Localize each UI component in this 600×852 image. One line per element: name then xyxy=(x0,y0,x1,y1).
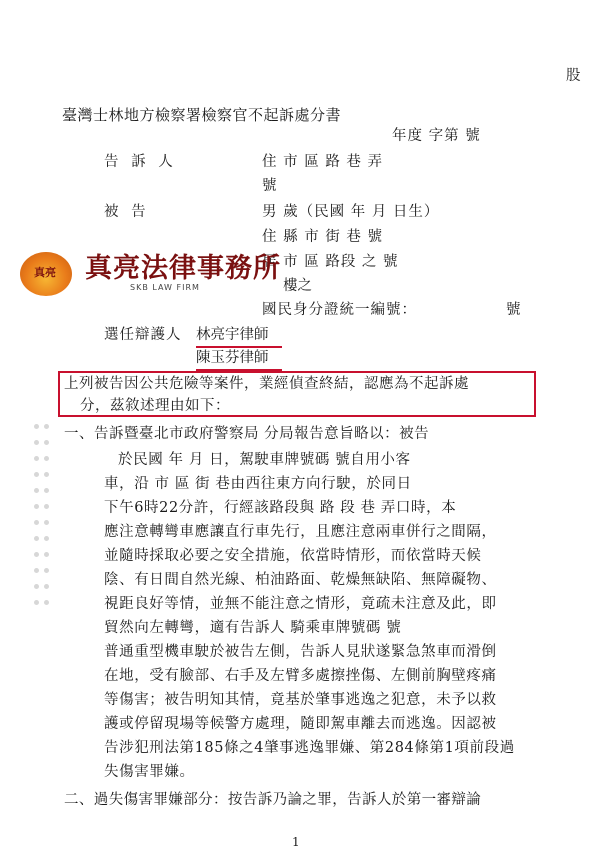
logo-mark: 真亮 xyxy=(34,266,56,279)
section-1-line: 貿然向左轉彎，適有告訴人 騎乘車牌號碼 號 xyxy=(104,620,402,636)
punch-hole xyxy=(34,424,39,429)
punch-hole xyxy=(34,600,39,605)
punch-hole xyxy=(44,568,49,573)
punch-hole xyxy=(34,440,39,445)
punch-hole xyxy=(34,504,39,509)
section-1-line: 普通重型機車駛於被告左側，告訴人見狀遂緊急煞車而滑倒 xyxy=(104,644,497,660)
defendant-id-suffix: 號 xyxy=(506,302,521,318)
punch-hole xyxy=(44,504,49,509)
punch-hole xyxy=(34,568,39,573)
case-number: 年度 字第 號 xyxy=(392,128,481,144)
punch-hole xyxy=(34,584,39,589)
section-2-heading: 二、過失傷害罪嫌部分：按告訴乃論之罪，告訴人於第一審辯論 xyxy=(64,792,482,808)
punch-hole xyxy=(44,600,49,605)
defendant-label: 被 告 xyxy=(104,204,150,220)
punch-hole xyxy=(44,552,49,557)
section-1-line: 失傷害罪嫌。 xyxy=(104,764,195,780)
defendant-floor: 樓之 xyxy=(283,278,312,294)
section-1-line: 應注意轉彎車應讓直行車先行，且應注意兩車併行之間隔， xyxy=(104,524,497,540)
punch-hole xyxy=(44,440,49,445)
punch-hole xyxy=(34,456,39,461)
section-label: 股 xyxy=(566,68,581,84)
section-1-line: 並隨時採取必要之安全措施，依當時情形，而依當時天候 xyxy=(104,548,482,564)
defendant-info: 男 歲（民國 年 月 日生） xyxy=(262,204,440,220)
section-1-line: 等傷害；被告明知其情，竟基於肇事逃逸之犯意，未予以救 xyxy=(104,692,497,708)
section-1-heading: 一、告訴暨臺北市政府警察局 分局報告意旨略以：被告 xyxy=(64,426,430,442)
punch-hole xyxy=(34,520,39,525)
punch-hole xyxy=(34,552,39,557)
punch-hole xyxy=(44,456,49,461)
punch-hole xyxy=(44,424,49,429)
punch-hole xyxy=(44,488,49,493)
complainant-label: 告 訴 人 xyxy=(104,154,177,170)
complainant-address: 住 市 區 路 巷 弄 xyxy=(262,154,384,170)
punch-hole xyxy=(34,488,39,493)
section-1-line: 在地，受有臉部、右手及左臂多處擦挫傷、左側前胸壁疼痛 xyxy=(104,668,497,684)
intro-line-2: 分，茲敘述理由如下： xyxy=(80,398,230,414)
document-title: 臺灣士林地方檢察署檢察官不起訴處分書 xyxy=(62,106,342,124)
defense-lawyer-1: 林亮宇律師 xyxy=(196,325,282,348)
punch-hole xyxy=(34,536,39,541)
defense-lawyer-2: 陳玉芬律師 xyxy=(196,348,282,371)
intro-line-1: 上列被告因公共危險等案件，業經偵查終結，認應為不起訴處 xyxy=(64,376,469,392)
punch-hole xyxy=(44,584,49,589)
defendant-dwelling: 居 市 區 路段 之 號 xyxy=(262,254,399,270)
punch-hole xyxy=(34,472,39,477)
section-1-line: 車，沿 市 區 街 巷由西往東方向行駛，於同日 xyxy=(104,476,412,492)
page-number: 1 xyxy=(292,835,300,849)
defendant-residence: 住 縣 市 街 巷 號 xyxy=(262,229,384,245)
defense-label: 選任辯護人 xyxy=(104,327,182,343)
punch-hole xyxy=(44,472,49,477)
punch-hole xyxy=(44,520,49,525)
complainant-address-cont: 號 xyxy=(262,178,277,194)
section-1-line: 下午6時22分許，行經該路段與 路 段 巷 弄口時，本 xyxy=(104,500,457,516)
section-1-line: 陰、有日間自然光線、柏油路面、乾燥無缺陷、無障礙物、 xyxy=(104,572,497,588)
section-1-line: 告涉犯刑法第185條之4肇事逃逸罪嫌、第284條第1項前段過 xyxy=(104,740,515,756)
punch-hole xyxy=(44,536,49,541)
law-firm-subtitle: SKB LAW FIRM xyxy=(130,283,200,292)
defendant-id-label: 國民身分證統一編號： xyxy=(262,302,417,318)
section-1-line: 於民國 年 月 日，駕駛車牌號碼 號自用小客 xyxy=(118,452,411,468)
law-firm-name: 真亮法律事務所 xyxy=(85,253,281,284)
section-1-line: 視距良好等情，並無不能注意之情形，竟疏未注意及此，即 xyxy=(104,596,497,612)
section-1-line: 護或停留現場等候警方處理，隨即駕車離去而逃逸。因認被 xyxy=(104,716,497,732)
